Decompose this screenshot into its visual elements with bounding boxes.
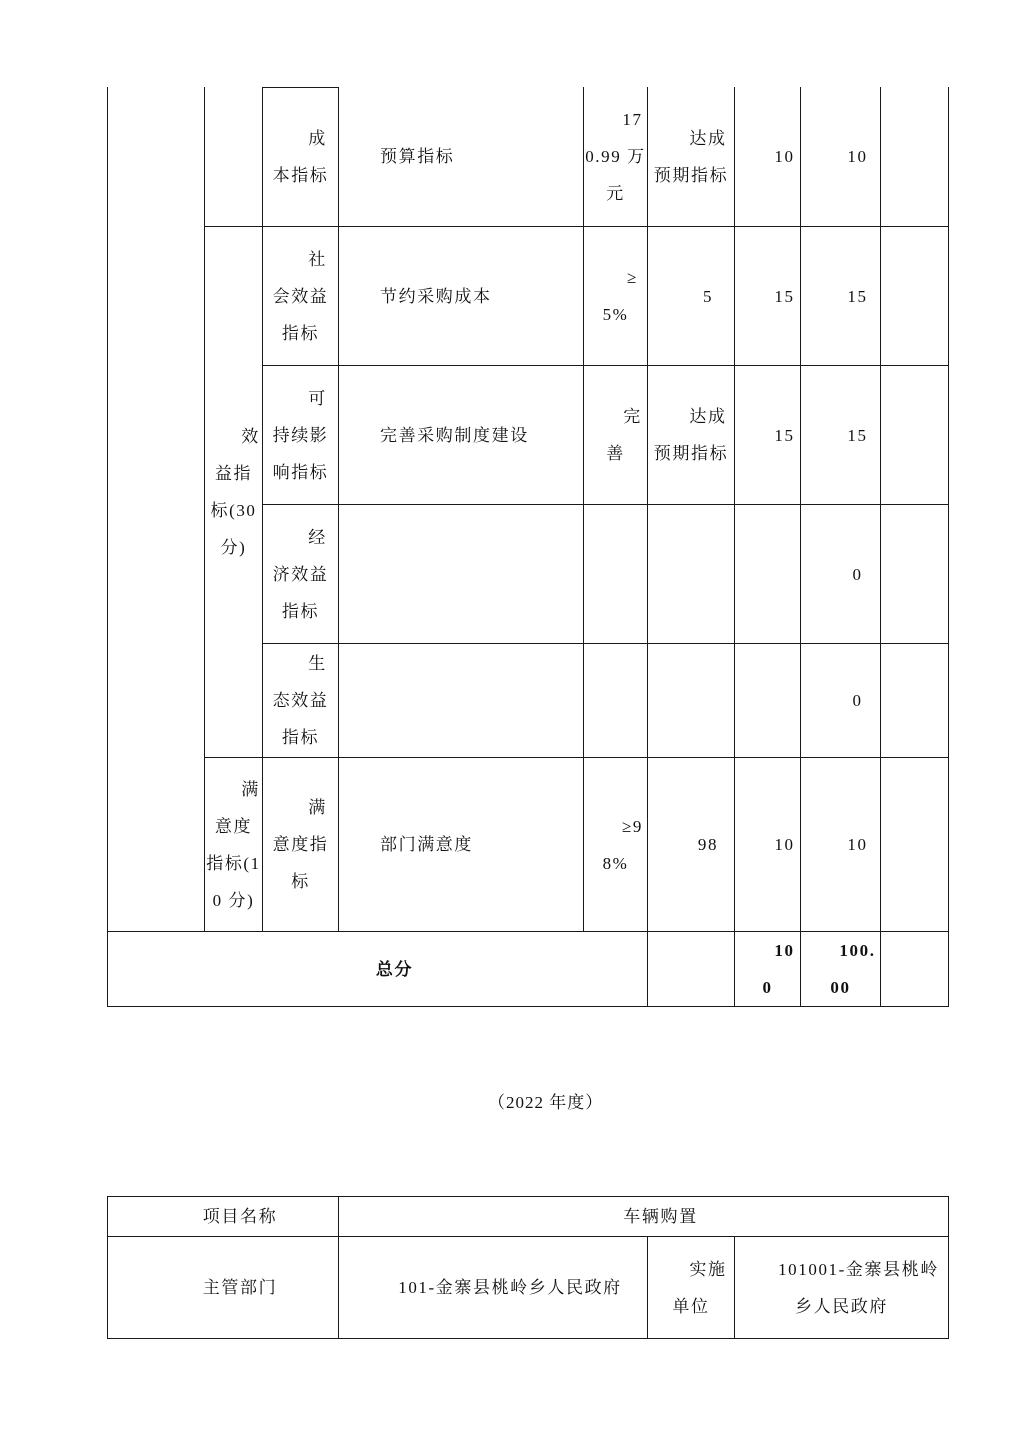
- row-economic-actual-cell: [647, 504, 735, 644]
- indicator-line: 经: [308, 527, 327, 547]
- indicator-line: 社: [308, 249, 327, 269]
- actual-line: 98: [697, 835, 719, 854]
- indicator-line: 满: [308, 798, 327, 817]
- project-name-label-cell: [107, 1196, 339, 1237]
- total-label: 总分: [375, 959, 414, 979]
- row-ecological-actual-cell: [647, 643, 735, 758]
- row-ecological-score-cell: [800, 643, 881, 758]
- row-social-item-cell: [338, 226, 584, 366]
- row-sustainable-score-cell: [800, 365, 881, 505]
- indicator-line: 持续影: [272, 425, 329, 445]
- score-value: 0: [852, 691, 863, 710]
- total-score-cell: [800, 931, 881, 1007]
- target-line: ≥9: [621, 816, 644, 836]
- row-cost-indicator-cell: [262, 87, 339, 227]
- score-value: 0: [852, 564, 863, 584]
- row-ecological-target-cell: [583, 643, 648, 758]
- dept-label-cell: [107, 1236, 339, 1339]
- satisfaction-category-line: 指标(1: [206, 853, 261, 873]
- score-value: 10: [847, 147, 868, 166]
- total-score-line: 100.: [839, 941, 876, 960]
- weight-value: 15: [774, 286, 795, 306]
- total-score-line: 00: [830, 978, 851, 997]
- indicator-line: 标: [291, 872, 310, 891]
- row-satisfaction-item-cell: [338, 757, 584, 932]
- actual-line: 达成: [689, 128, 727, 148]
- weight-value: 15: [774, 425, 795, 445]
- impl-value-line: 101001-金寨县桃岭: [778, 1259, 939, 1279]
- weight-value: 10: [774, 147, 795, 166]
- target-line: 0.99 万: [585, 147, 646, 166]
- row-ecological-item-cell: [338, 643, 584, 758]
- indicator-line: 意度指: [272, 835, 329, 854]
- indicator-line: 生: [308, 654, 327, 673]
- row-economic-item-cell: [338, 504, 584, 644]
- row-sustainable-item-cell: [338, 365, 584, 505]
- row-social-score-cell: [800, 226, 881, 366]
- row-satisfaction-note-cell: [880, 757, 949, 932]
- target-line: 5%: [602, 305, 629, 324]
- impl-value-cell: [734, 1236, 949, 1339]
- target-line: 17: [622, 110, 643, 129]
- impl-label-line: 单位: [672, 1296, 710, 1316]
- output-category-cell: [204, 87, 263, 227]
- actual-line: 5: [702, 286, 714, 306]
- target-line: ≥: [627, 268, 638, 287]
- indicator-line: 指标: [281, 601, 320, 621]
- benefit-category-line: 效: [241, 427, 260, 446]
- score-value: 15: [847, 425, 868, 445]
- row-satisfaction-actual-cell: [647, 757, 735, 932]
- row-economic-target-cell: [583, 504, 648, 644]
- total-note-cell: [880, 931, 949, 1007]
- row-social-indicator-cell: [262, 226, 339, 366]
- row-sustainable-target-cell: [583, 365, 648, 505]
- actual-line: 预期指标: [653, 444, 729, 463]
- row-economic-indicator-cell: [262, 504, 339, 644]
- row-ecological-note-cell: [880, 643, 949, 758]
- project-name-value: 车辆购置: [623, 1207, 698, 1226]
- indicator-line: 指标: [281, 728, 320, 747]
- year-caption: （2022 年度）: [488, 1093, 604, 1112]
- satisfaction-category-line: 意度: [214, 816, 253, 836]
- indicator-line: 成: [308, 129, 327, 148]
- dept-value: 101-金寨县桃岭乡人民政府: [398, 1278, 622, 1297]
- score-value: 15: [847, 286, 868, 306]
- impl-label-line: 实施: [689, 1259, 727, 1279]
- row-sustainable-actual-cell: [647, 365, 735, 505]
- row-economic-weight-cell: [734, 504, 801, 644]
- dept-value-cell: [338, 1236, 648, 1339]
- benefit-category-line: 分): [220, 538, 247, 557]
- item-text: 预算指标: [380, 147, 455, 166]
- satisfaction-category-cell: [204, 757, 263, 932]
- row-cost-weight-cell: [734, 87, 801, 227]
- row-sustainable-weight-cell: [734, 365, 801, 505]
- score-value: 10: [847, 835, 868, 854]
- total-weight-line: 10: [774, 941, 795, 960]
- project-name-label: 项目名称: [202, 1207, 278, 1226]
- benefit-category-cell: [204, 226, 263, 758]
- impl-label-cell: [647, 1236, 735, 1339]
- indicator-line: 本指标: [272, 166, 329, 185]
- row-ecological-indicator-cell: [262, 643, 339, 758]
- level1-category-cell: [107, 87, 205, 932]
- satisfaction-category-line: 满: [241, 779, 260, 799]
- row-social-actual-cell: [647, 226, 735, 366]
- total-weight-line: 0: [762, 978, 773, 997]
- indicator-line: 会效益: [272, 286, 329, 306]
- row-cost-item-cell: [338, 87, 584, 227]
- indicator-line: 态效益: [272, 691, 329, 710]
- project-name-value-cell: [338, 1196, 949, 1237]
- row-sustainable-note-cell: [880, 365, 949, 505]
- indicator-line: 济效益: [272, 564, 329, 584]
- row-ecological-weight-cell: [734, 643, 801, 758]
- row-cost-note-cell: [880, 87, 949, 227]
- row-satisfaction-weight-cell: [734, 757, 801, 932]
- target-line: 善: [606, 444, 625, 463]
- benefit-category-line: 标(30: [210, 501, 257, 520]
- dept-label: 主管部门: [202, 1278, 278, 1297]
- row-cost-target-cell: [583, 87, 648, 227]
- row-cost-actual-cell: [647, 87, 735, 227]
- row-satisfaction-target-cell: [583, 757, 648, 932]
- benefit-category-line: 益指: [214, 464, 253, 483]
- row-cost-score-cell: [800, 87, 881, 227]
- row-sustainable-indicator-cell: [262, 365, 339, 505]
- row-economic-score-cell: [800, 504, 881, 644]
- row-social-weight-cell: [734, 226, 801, 366]
- target-line: 8%: [602, 853, 629, 873]
- indicator-line: 响指标: [272, 462, 329, 482]
- row-economic-note-cell: [880, 504, 949, 644]
- target-line: 完: [623, 407, 642, 426]
- total-label-cell: [107, 931, 648, 1007]
- total-weight-cell: [734, 931, 801, 1007]
- row-social-note-cell: [880, 226, 949, 366]
- row-satisfaction-score-cell: [800, 757, 881, 932]
- actual-line: 预期指标: [653, 165, 729, 185]
- impl-value-line: 乡人民政府: [795, 1296, 888, 1316]
- total-empty-cell: [647, 931, 735, 1007]
- indicator-line: 指标: [281, 323, 320, 343]
- target-line: 元: [606, 184, 625, 203]
- actual-line: 达成: [689, 407, 727, 426]
- row-satisfaction-indicator-cell: [262, 757, 339, 932]
- weight-value: 10: [774, 835, 795, 854]
- row-social-target-cell: [583, 226, 648, 366]
- satisfaction-category-line: 0 分): [212, 890, 255, 910]
- indicator-line: 可: [308, 388, 327, 408]
- item-text: 部门满意度: [380, 835, 473, 854]
- item-text: 节约采购成本: [380, 286, 492, 306]
- item-text: 完善采购制度建设: [380, 425, 529, 445]
